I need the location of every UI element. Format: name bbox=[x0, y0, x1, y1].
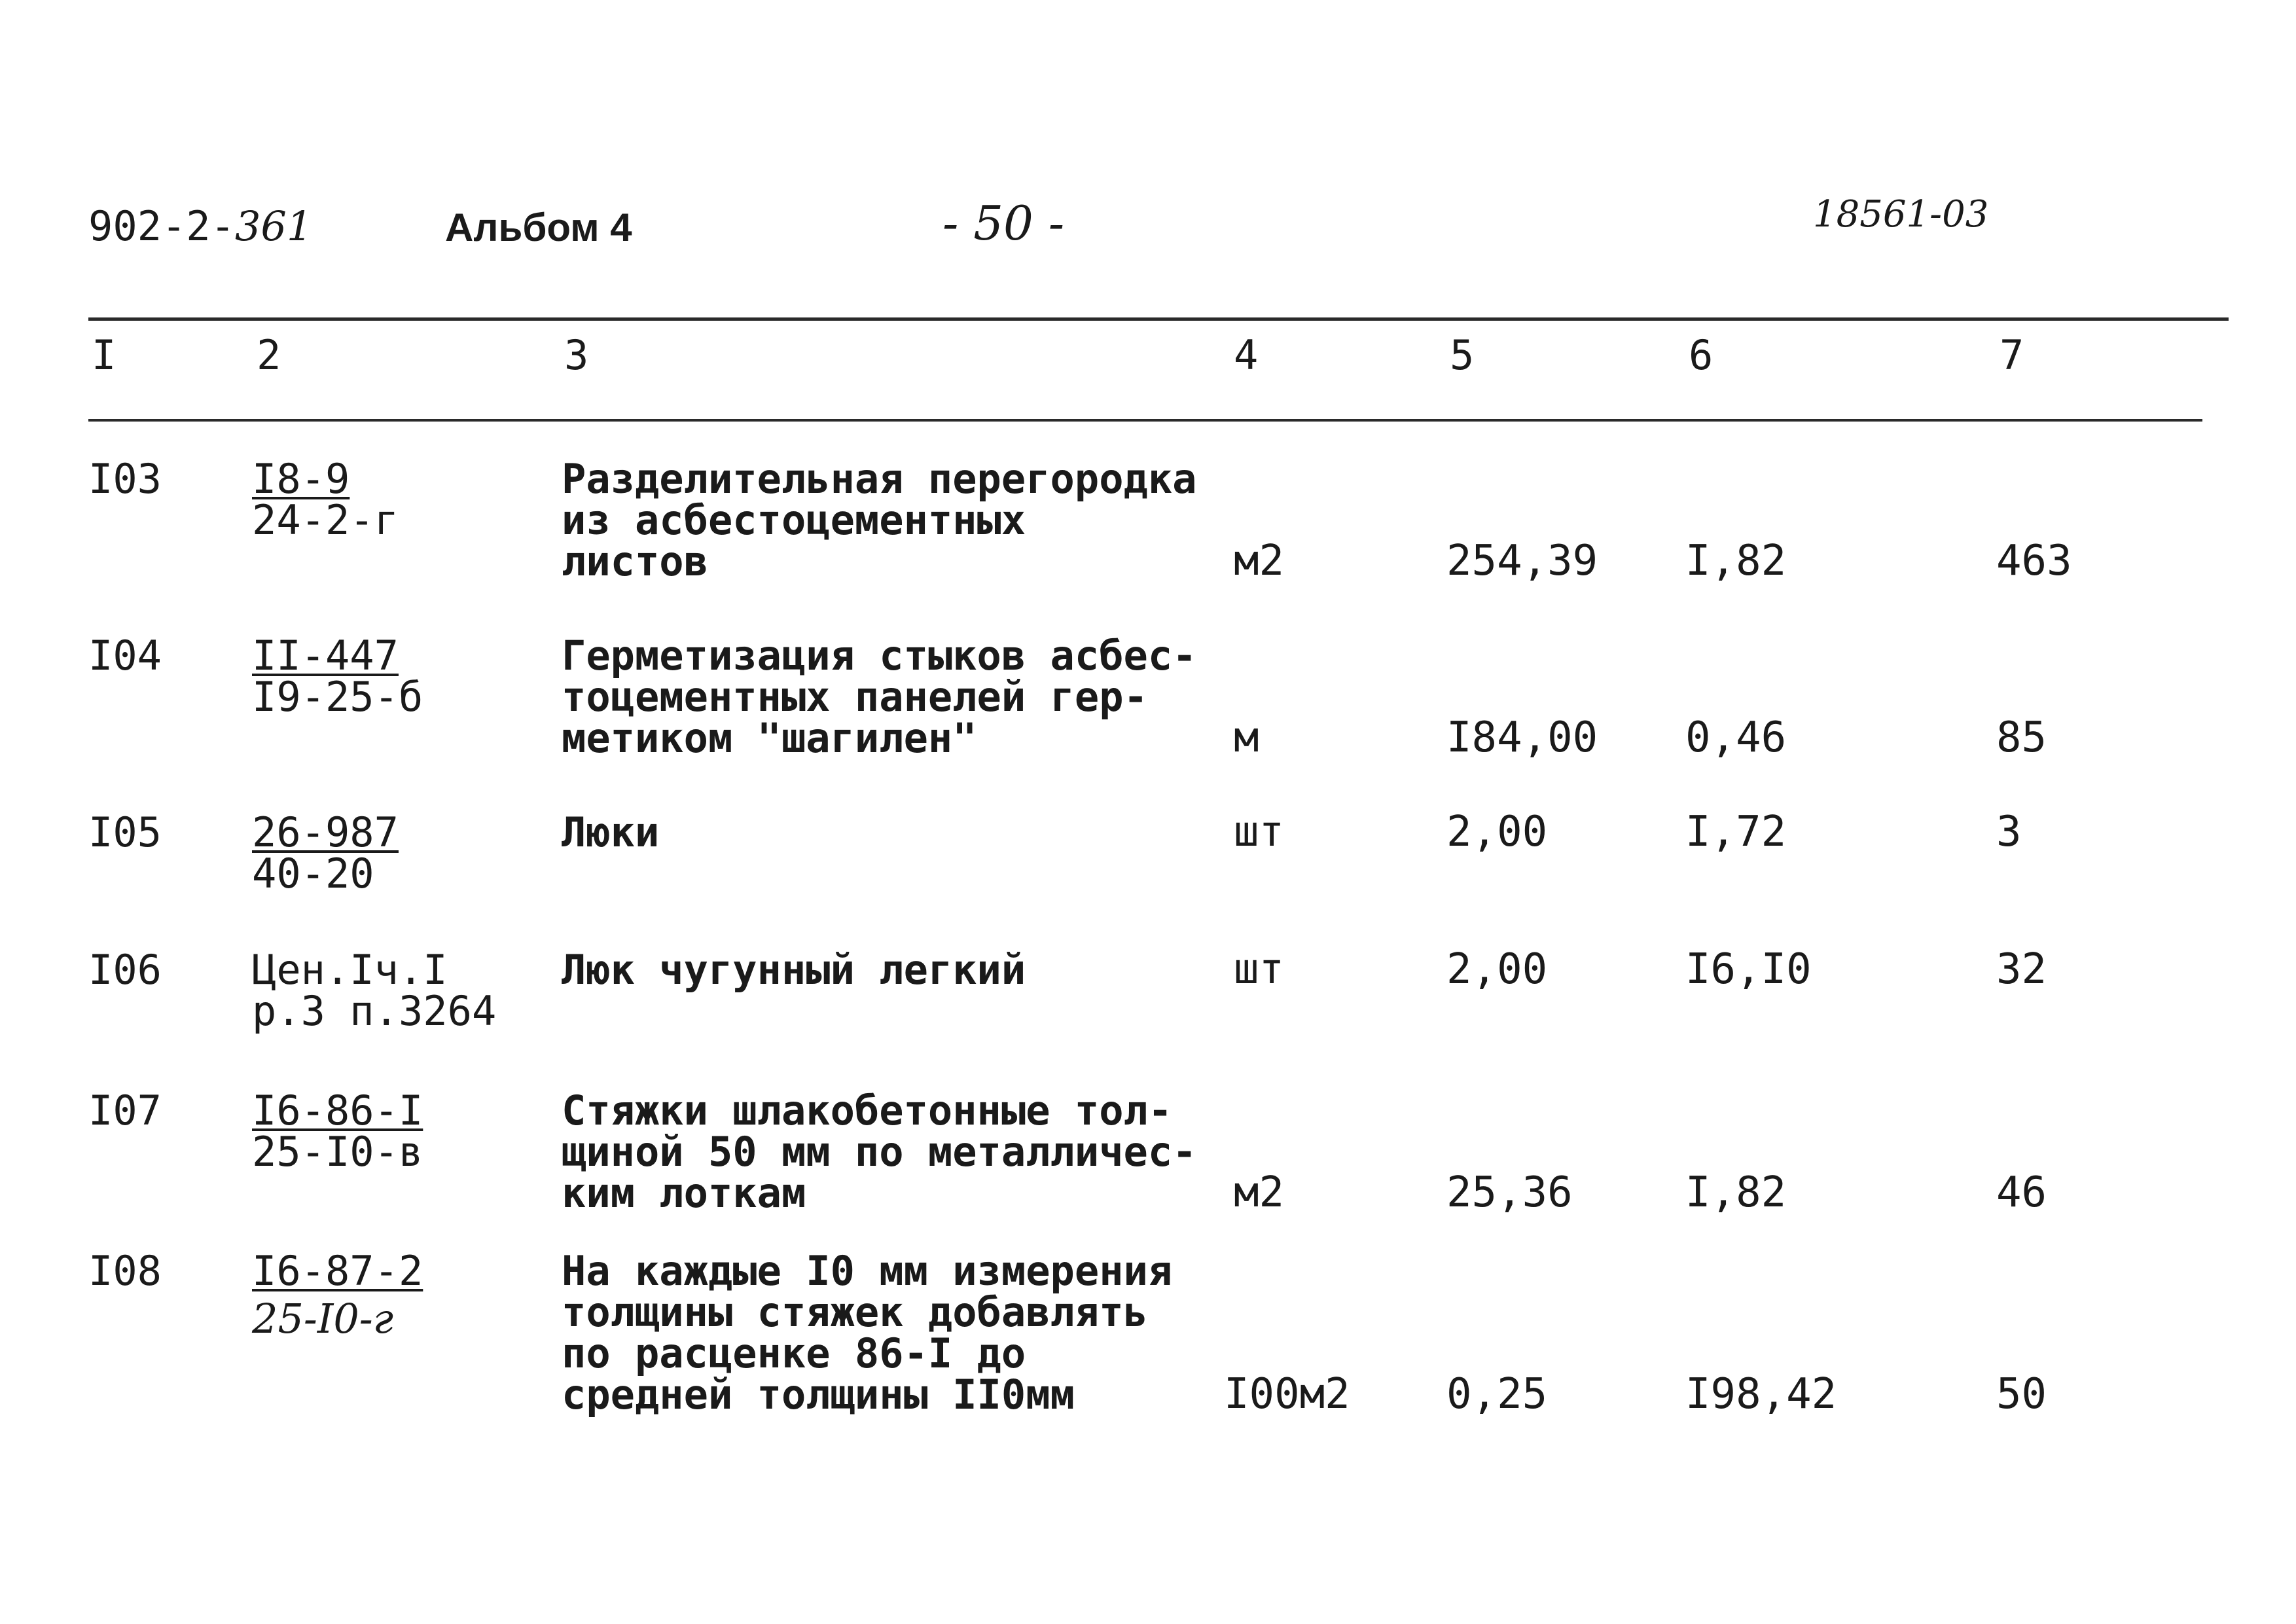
table-header-rule bbox=[88, 419, 2202, 422]
unit-price: 0,46 bbox=[1685, 713, 1787, 762]
rate-code-bottom: I9-25-б bbox=[252, 673, 423, 721]
description-line: Разделительная перегородка bbox=[562, 455, 1197, 503]
quantity: 25,36 bbox=[1446, 1168, 1573, 1217]
quantity: I84,00 bbox=[1446, 713, 1598, 762]
column-number-3: 3 bbox=[564, 331, 589, 379]
quantity: 2,00 bbox=[1446, 808, 1548, 856]
rate-code-bottom: 25-I0-г bbox=[252, 1295, 394, 1343]
rate-code-bottom: 24-2-г bbox=[252, 496, 399, 544]
total-cost: 46 bbox=[1996, 1168, 2047, 1217]
row-number: I05 bbox=[88, 808, 162, 856]
column-number-7: 7 bbox=[2000, 331, 2024, 379]
rate-code-bottom: 40-20 bbox=[252, 850, 374, 897]
description-line: из асбестоцементных bbox=[562, 496, 1026, 544]
description-line: щиной 50 мм по металличес- bbox=[562, 1128, 1197, 1176]
quantity: 0,25 bbox=[1446, 1370, 1548, 1418]
document-code bbox=[88, 202, 313, 250]
unit: I00м2 bbox=[1224, 1370, 1350, 1418]
rate-code-top: 26-987 bbox=[252, 808, 399, 856]
row-number: I07 bbox=[88, 1087, 162, 1134]
unit: шт bbox=[1234, 808, 1285, 856]
column-number-1: I bbox=[92, 331, 117, 379]
description-line: средней толщины II0мм bbox=[562, 1371, 1075, 1418]
unit: шт bbox=[1234, 945, 1285, 994]
rate-code bbox=[252, 946, 497, 1035]
rate-code-top: Цен.Iч.I bbox=[252, 946, 448, 994]
unit-price: I6,I0 bbox=[1685, 945, 1812, 994]
description-line: метиком "шагилен" bbox=[562, 714, 977, 762]
description-line: Герметизация стыков асбес- bbox=[562, 632, 1197, 679]
rate-code-bottom: р.3 п.3264 bbox=[252, 987, 497, 1035]
document-code-prefix: 902-2- bbox=[88, 202, 235, 250]
unit-price: I98,42 bbox=[1685, 1370, 1837, 1418]
total-cost: 463 bbox=[1996, 537, 2072, 585]
work-description bbox=[562, 632, 1197, 762]
page-number: - 50 - bbox=[942, 196, 1065, 251]
rate-code-top: I6-87-2 bbox=[252, 1247, 423, 1295]
row-number: I03 bbox=[88, 455, 162, 503]
description-line: тоцементных панелей гер- bbox=[562, 673, 1148, 721]
description-line: по расценке 86-I до bbox=[562, 1329, 1026, 1377]
rate-code-top: II-447 bbox=[252, 632, 399, 679]
rate-code bbox=[252, 1087, 423, 1176]
work-description bbox=[562, 1087, 1197, 1217]
column-number-5: 5 bbox=[1450, 331, 1475, 379]
total-cost: 3 bbox=[1996, 808, 2022, 856]
rate-code bbox=[252, 808, 399, 897]
description-line: Люки bbox=[562, 808, 660, 856]
table-top-rule bbox=[88, 317, 2229, 321]
document-code-suffix: 361 bbox=[234, 202, 313, 250]
rate-code bbox=[252, 455, 399, 544]
description-line: На каждые I0 мм измерения bbox=[562, 1247, 1173, 1295]
work-description bbox=[562, 455, 1197, 585]
total-cost: 85 bbox=[1996, 713, 2047, 762]
unit-price: I,82 bbox=[1685, 1168, 1787, 1217]
row-number: I04 bbox=[88, 632, 162, 679]
description-line: толщины стяжек добавлять bbox=[562, 1288, 1148, 1336]
work-description bbox=[562, 946, 1026, 994]
column-number-4: 4 bbox=[1234, 331, 1259, 379]
unit-price: I,82 bbox=[1685, 537, 1787, 585]
total-cost: 32 bbox=[1996, 945, 2047, 994]
work-description bbox=[562, 1247, 1173, 1418]
total-cost: 50 bbox=[1996, 1370, 2047, 1418]
album-label: Альбом 4 bbox=[445, 206, 632, 249]
row-number: I08 bbox=[88, 1247, 162, 1295]
work-description bbox=[562, 808, 660, 856]
description-line: Люк чугунный легкий bbox=[562, 946, 1026, 994]
description-line: листов bbox=[562, 537, 708, 585]
quantity: 2,00 bbox=[1446, 945, 1548, 994]
archive-number: 18561-03 bbox=[1813, 193, 1989, 236]
unit: м2 bbox=[1234, 537, 1285, 585]
unit: м2 bbox=[1234, 1168, 1285, 1217]
description-line: ким лоткам bbox=[562, 1169, 806, 1217]
column-number-2: 2 bbox=[257, 331, 281, 379]
unit: м bbox=[1234, 713, 1259, 762]
unit-price: I,72 bbox=[1685, 808, 1787, 856]
column-number-6: 6 bbox=[1689, 331, 1713, 379]
rate-code bbox=[252, 1247, 423, 1343]
rate-code-bottom: 25-I0-в bbox=[252, 1128, 423, 1176]
quantity: 254,39 bbox=[1446, 537, 1598, 585]
rate-code-top: I6-86-I bbox=[252, 1087, 423, 1134]
description-line: Стяжки шлакобетонные тол- bbox=[562, 1087, 1173, 1134]
rate-code bbox=[252, 632, 423, 721]
rate-code-top: I8-9 bbox=[252, 455, 350, 503]
row-number: I06 bbox=[88, 946, 162, 994]
